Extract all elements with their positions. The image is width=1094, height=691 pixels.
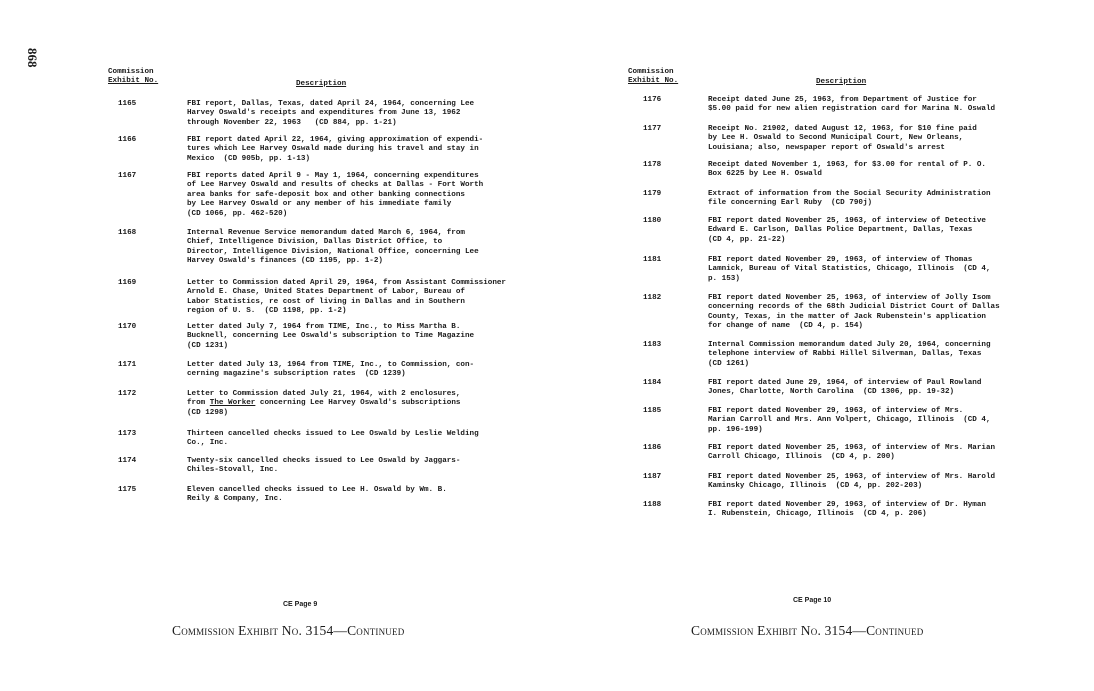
description-line: Extract of information from the Social Security Administration	[708, 190, 991, 198]
description-line: FBI report dated November 25, 1963, of interview of Jolly Isom	[708, 294, 991, 302]
description-line: Thirteen cancelled checks issued to Lee Oswald by Leslie Welding	[187, 430, 479, 438]
description-line: Co., Inc.	[187, 439, 229, 448]
description-line: Receipt dated November 1, 1963, for $3.00 for rental of P. O.	[708, 161, 986, 169]
exhibit-number: 1170	[118, 323, 137, 331]
description-line: (CD 1261)	[708, 359, 750, 368]
description-line: region of U. S. (CD 1198, pp. 1-2)	[187, 307, 347, 316]
header-line1: Commission	[108, 68, 154, 76]
exhibit-description	[708, 190, 991, 209]
description-line: Letter to Commission dated July 21, 1964, with 2 enclosures,	[187, 390, 461, 398]
description-header-label: Description	[296, 80, 347, 88]
description-line: Mexico (CD 905b, pp. 1-13)	[187, 154, 311, 163]
exhibit-number: 1167	[118, 172, 137, 180]
description-line: Chief, Intelligence Division, Dallas District Office, to	[187, 238, 443, 247]
exhibit-number: 1171	[118, 361, 137, 369]
description-line: (CD 1066, pp. 462-520)	[187, 209, 288, 218]
exhibit-description	[187, 136, 483, 164]
exhibit-number: 1187	[643, 473, 662, 481]
exhibit-description	[187, 430, 479, 449]
exhibit-description	[187, 390, 460, 418]
description-line: concerning records of the 68th Judicial District Court of Dallas	[708, 303, 1000, 312]
exhibit-caption: Commission Exhibit No. 3154—Continued	[691, 623, 924, 638]
exhibit-number: 1168	[118, 229, 137, 237]
exhibit-description	[708, 217, 986, 245]
description-line: Carroll Chicago, Illinois (CD 4, p. 200)	[708, 453, 895, 462]
description-line: p. 153)	[708, 274, 740, 283]
description-line: through November 22, 1963 (CD 884, pp. 1-21)	[187, 118, 397, 127]
page-number: 868	[25, 48, 40, 68]
description-line: from The Worker concerning Lee Harvey Oswald's subscriptions	[187, 399, 461, 408]
description-line: FBI report dated April 22, 1964, giving approximation of expendi-	[187, 136, 484, 144]
exhibit-description	[708, 501, 986, 520]
description-line: County, Texas, in the matter of Jack Rubenstein's application	[708, 312, 986, 321]
description-line: Louisiana; also, newspaper report of Oswald's arrest	[708, 143, 945, 152]
exhibit-number: 1166	[118, 136, 137, 144]
exhibit-number: 1183	[643, 341, 662, 349]
exhibit-number: 1182	[643, 294, 662, 302]
description-line: FBI report dated November 25, 1963, of interview of Detective	[708, 217, 986, 225]
description-line: Letter to Commission dated April 29, 1964, from Assistant Commissioner	[187, 279, 506, 287]
exhibit-description	[708, 341, 991, 369]
exhibit-no-header	[108, 68, 158, 87]
exhibit-number: 1181	[643, 256, 662, 264]
description-line: Twenty-six cancelled checks issued to Lee Oswald by Jaggars-	[187, 457, 461, 465]
description-line: of Lee Harvey Oswald and results of checks at Dallas - Fort Worth	[187, 181, 484, 190]
description-line: Labor Statistics, re cost of living in Dallas and in Southern	[187, 297, 465, 306]
description-line: Edward E. Carlson, Dallas Police Department, Dallas, Texas	[708, 226, 973, 235]
description-line: Harvey Oswald's finances (CD 1195, pp. 1-2)	[187, 257, 383, 266]
description-line: FBI report dated November 29, 1963, of interview of Thomas	[708, 256, 973, 264]
exhibit-description	[187, 457, 460, 476]
description-line: Internal Commission memorandum dated July 20, 1964, concerning	[708, 341, 991, 349]
description-line: I. Rubenstein, Chicago, Illinois (CD 4, p. 206)	[708, 510, 927, 519]
description-line: Box 6225 by Lee H. Oswald	[708, 170, 822, 179]
exhibit-description	[187, 279, 506, 317]
description-line: Arnold E. Chase, United States Department of Labor, Bureau of	[187, 288, 465, 297]
description-line: FBI report, Dallas, Texas, dated April 24, 1964, concerning Lee	[187, 100, 475, 108]
description-line: Receipt dated June 25, 1963, from Department of Justice for	[708, 96, 977, 104]
exhibit-number: 1176	[643, 96, 662, 104]
exhibit-number: 1175	[118, 486, 137, 494]
description-line: (CD 1298)	[187, 408, 229, 417]
description-header	[296, 80, 346, 89]
description-line: FBI report dated November 29, 1963, of interview of Dr. Hyman	[708, 501, 986, 509]
exhibit-number: 1165	[118, 100, 137, 108]
description-header-label: Description	[816, 78, 867, 86]
exhibit-number: 1169	[118, 279, 137, 287]
exhibit-number: 1180	[643, 217, 662, 225]
exhibit-number: 1186	[643, 444, 662, 452]
ce-page-label: CE Page 10	[793, 597, 832, 604]
exhibit-description	[708, 294, 1000, 332]
description-line: $5.00 paid for new alien registration card for Marina N. Oswald	[708, 105, 996, 114]
description-line: Letter dated July 7, 1964 from TIME, Inc., to Miss Martha B.	[187, 323, 461, 331]
exhibit-description	[708, 125, 977, 153]
exhibit-description	[708, 256, 991, 284]
exhibit-description	[187, 486, 447, 505]
description-line: Lamnick, Bureau of Vital Statistics, Chicago, Illinois (CD 4,	[708, 265, 991, 274]
description-header	[816, 78, 866, 87]
header-line2: Exhibit No.	[628, 77, 679, 86]
description-line: FBI report dated June 29, 1964, of interview of Paul Rowland	[708, 379, 982, 387]
exhibit-number: 1184	[643, 379, 662, 387]
exhibit-number: 1178	[643, 161, 662, 169]
description-line: Receipt No. 21902, dated August 12, 1963, for $10 fine paid	[708, 125, 977, 133]
description-line: Jones, Charlotte, North Carolina (CD 1306, pp. 19-32)	[708, 388, 955, 397]
description-line: by Lee H. Oswald to Second Municipal Court, New Orleans,	[708, 134, 964, 143]
description-line: FBI report dated November 25, 1963, of interview of Mrs. Harold	[708, 473, 996, 481]
exhibit-number: 1177	[643, 125, 662, 133]
exhibit-description	[708, 96, 995, 115]
description-line: Bucknell, concerning Lee Oswald's subscription to Time Magazine	[187, 332, 475, 341]
exhibit-caption: Commission Exhibit No. 3154—Continued	[172, 623, 405, 638]
description-line: FBI report dated November 29, 1963, of interview of Mrs.	[708, 407, 964, 415]
description-line: for change of name (CD 4, p. 154)	[708, 322, 863, 331]
exhibit-number: 1173	[118, 430, 137, 438]
exhibit-description	[708, 379, 981, 398]
header-line1: Commission	[628, 68, 674, 76]
exhibit-description	[187, 229, 479, 267]
description-line: (CD 4, pp. 21-22)	[708, 235, 786, 244]
exhibit-number: 1179	[643, 190, 662, 198]
exhibit-description	[708, 407, 991, 435]
description-line: file concerning Earl Ruby (CD 790j)	[708, 199, 873, 208]
description-line: FBI report dated November 25, 1963, of interview of Mrs. Marian	[708, 444, 996, 452]
description-line: (CD 1231)	[187, 341, 229, 350]
description-line: tures which Lee Harvey Oswald made during his travel and stay in	[187, 145, 479, 154]
exhibit-number: 1172	[118, 390, 137, 398]
ce-page-label: CE Page 9	[283, 601, 318, 608]
description-line: Kaminsky Chicago, Illinois (CD 4, pp. 202-203)	[708, 482, 923, 491]
description-line: Eleven cancelled checks issued to Lee H. Oswald by Wm. B.	[187, 486, 447, 494]
exhibit-number: 1174	[118, 457, 137, 465]
description-line: cerning magazine's subscription rates (CD 1239)	[187, 370, 406, 379]
description-line: Marian Carroll and Mrs. Ann Volpert, Chicago, Illinois (CD 4,	[708, 416, 991, 425]
exhibit-number: 1185	[643, 407, 662, 415]
exhibit-description	[708, 473, 995, 492]
description-line: FBI reports dated April 9 - May 1, 1964, concerning expenditures	[187, 172, 479, 180]
description-line: telephone interview of Rabbi Hillel Silverman, Dallas, Texas	[708, 350, 982, 359]
exhibit-description	[187, 323, 474, 351]
exhibit-description	[708, 161, 986, 180]
description-line: area banks for safe-deposit box and other banking connections	[187, 190, 465, 199]
exhibit-no-header	[628, 68, 678, 87]
description-line: Chiles-Stovall, Inc.	[187, 466, 279, 475]
description-line: Letter dated July 13, 1964 from TIME, Inc., to Commission, con-	[187, 361, 475, 369]
exhibit-description	[187, 361, 474, 380]
exhibit-description	[187, 172, 483, 219]
header-line2: Exhibit No.	[108, 77, 159, 86]
exhibit-description	[187, 100, 474, 128]
exhibit-description	[708, 444, 995, 463]
exhibit-number: 1188	[643, 501, 662, 509]
description-line: Internal Revenue Service memorandum dated March 6, 1964, from	[187, 229, 465, 237]
description-line: Harvey Oswald's receipts and expenditures from June 13, 1962	[187, 109, 461, 118]
description-line: Reily & Company, Inc.	[187, 495, 283, 504]
description-line: Director, Intelligence Division, National Office, concerning Lee	[187, 247, 479, 256]
description-line: pp. 196-199)	[708, 425, 763, 434]
description-line: by Lee Harvey Oswald or any member of his immediate family	[187, 200, 452, 209]
